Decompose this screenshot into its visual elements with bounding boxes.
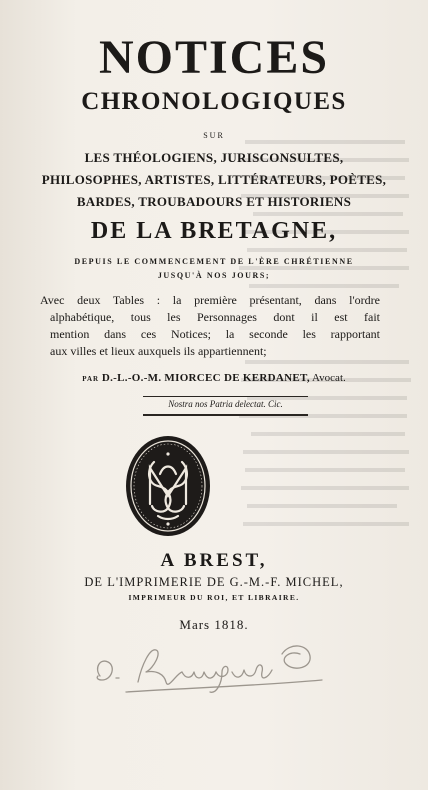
imprint-printer: DE L'IMPRIMERIE DE G.-M.-F. MICHEL, — [84, 575, 344, 589]
author-name: D.-L.-O.-M. MIORCEC DE KERDANET, — [101, 372, 310, 384]
description-line: aux villes et lieux auxquels ils appartiennent; — [50, 344, 267, 358]
printer-monogram-seal-icon — [124, 434, 212, 538]
description-line: alphabétique, tous les Personnages dont il est fait — [50, 310, 380, 324]
subject-line: BARDES, TROUBADOURS ET HISTORIENS — [76, 194, 352, 209]
author-title: Avocat. — [312, 372, 346, 384]
imprint-role: IMPRIMEUR DU ROI, ET LIBRAIRE. — [128, 593, 300, 602]
title-region: DE LA BRETAGNE, — [90, 218, 338, 244]
title-secondary: CHRONOLOGIQUES — [81, 88, 347, 115]
imprint-city: A BREST, — [160, 550, 268, 571]
subject-line: PHILOSOPHES, ARTISTES, LITTÉRATEURS, POÈTES, — [41, 172, 387, 187]
subject-line: LES THÉOLOGIENS, JURISCONSULTES, — [84, 150, 344, 165]
epigraph: Nostra nos Patria delectat. Cic. — [168, 399, 283, 409]
period-line: DEPUIS LE COMMENCEMENT DE L'ÈRE CHRÉTIENNE — [74, 257, 354, 266]
title-connector: SUR — [203, 131, 225, 140]
description-line: mention dans ces Notices; la seconde les rapportant — [50, 327, 380, 341]
author-line — [0, 372, 428, 384]
title-main: NOTICES — [98, 31, 330, 84]
imprint-date: Mars 1818. — [179, 617, 249, 632]
period-line: JUSQU'À NOS JOURS; — [157, 271, 271, 280]
rule-divider — [143, 414, 308, 416]
description-line: Avec deux Tables : la première présentant, dans l'ordre — [40, 293, 380, 307]
rule-divider — [143, 396, 308, 397]
author-prefix: PAR — [82, 375, 100, 383]
handwritten-signature — [86, 634, 356, 704]
